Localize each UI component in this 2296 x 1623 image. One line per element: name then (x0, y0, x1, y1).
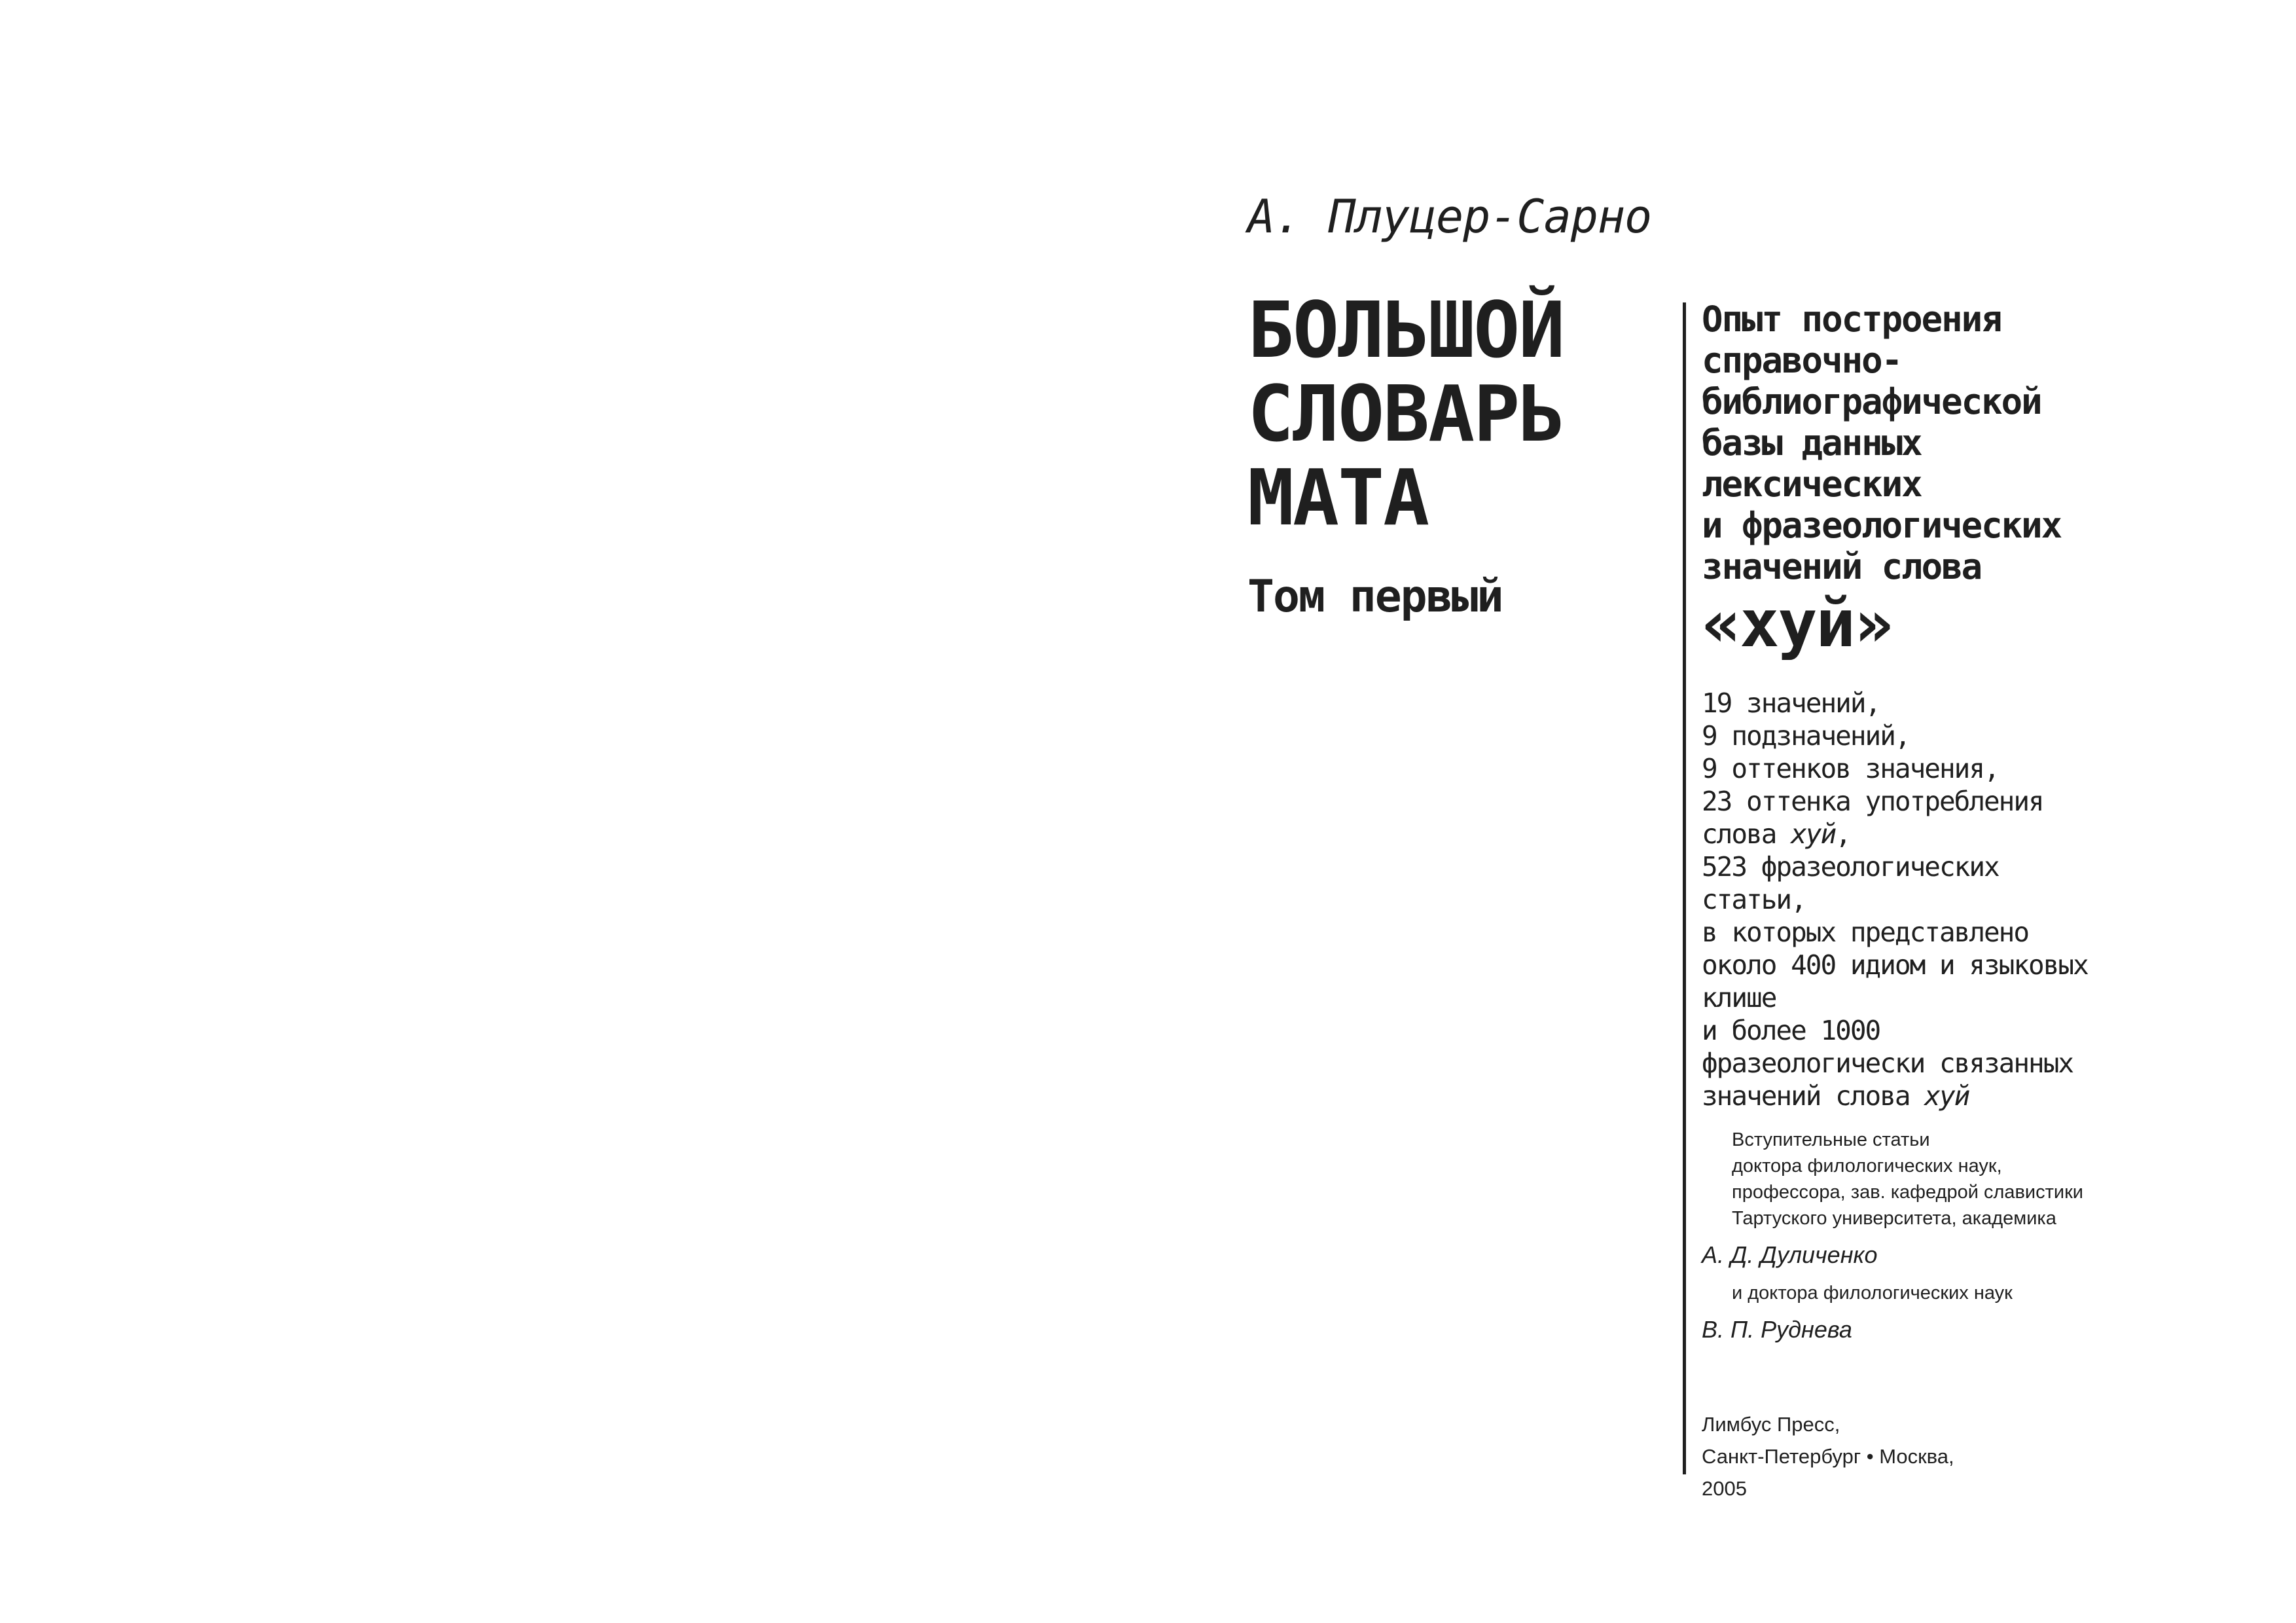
summary-line: 23 оттенка употребления (1702, 786, 2043, 817)
intro-line: профессора, зав. кафедрой славистики (1732, 1182, 2083, 1203)
introduction-credits (1702, 1127, 2251, 1231)
contributor-name-1: А. Д. Дуличенко (1702, 1241, 1878, 1268)
summary-line: 19 значений, (1702, 687, 1880, 719)
summary-line (1702, 1080, 2251, 1112)
subtitle-line-7: значений слова (1702, 546, 1982, 587)
summary-line (1702, 818, 2251, 850)
book-title-line-1: БОЛЬШОЙ (1247, 285, 1564, 375)
subtitle-line-6: и фразеологических (1702, 505, 2062, 546)
title-page-details (1702, 299, 2251, 1504)
subtitle-line-1: Опыт построения (1702, 299, 2001, 340)
subtitle-line-2: справочно- (1702, 340, 1902, 381)
contents-summary (1702, 687, 2251, 1112)
subtitle-line-3: библиографической (1702, 381, 2041, 422)
summary-line: 523 фразеологических (1702, 851, 1999, 883)
summary-line: около 400 идиом и языковых (1702, 949, 2088, 981)
summary-line: 9 подзначений, (1702, 720, 1910, 752)
summary-text: значений слова (1702, 1080, 1925, 1112)
summary-line: в которых представлено (1702, 917, 2029, 948)
summary-line: и более 1000 (1702, 1015, 1880, 1046)
summary-line: фразеологически связанных (1702, 1048, 2073, 1079)
publisher-line: 2005 (1702, 1477, 1747, 1500)
summary-text: слова (1702, 818, 1791, 850)
summary-line: 9 оттенков значения, (1702, 753, 1999, 784)
intro-line: Вступительные статьи (1732, 1129, 1930, 1150)
headword: «хуй» (1702, 585, 1893, 662)
book-title (1247, 285, 1564, 543)
author-name: А. Плуцер-Сарно (1247, 190, 1652, 244)
vertical-divider (1683, 302, 1686, 1474)
summary-italic-word: хуй (1924, 1080, 1969, 1112)
book-title-line-3: МАТА (1247, 452, 1429, 543)
summary-text: , (1835, 818, 1850, 850)
contributor-name-2: В. П. Руднева (1702, 1316, 1852, 1343)
subtitle-line-4: базы данных (1702, 422, 1922, 464)
volume-label: Том первый (1247, 571, 1503, 623)
intro-connector-line: и доктора филологических наук (1732, 1283, 2013, 1304)
intro-line: доктора филологических наук, (1732, 1156, 2002, 1176)
summary-line: статьи, (1702, 884, 1806, 915)
publisher-line: Лимбус Пресс, (1702, 1413, 1840, 1436)
subtitle (1702, 299, 2251, 587)
summary-line: клише (1702, 982, 1776, 1013)
subtitle-line-5: лексических (1702, 464, 1922, 505)
publisher-imprint (1702, 1408, 2251, 1504)
summary-italic-word: хуй (1791, 818, 1836, 850)
intro-line: Тартуского университета, академика (1732, 1208, 2056, 1229)
publisher-line: Санкт-Петербург • Москва, (1702, 1445, 1954, 1468)
book-title-line-2: СЛОВАРЬ (1247, 369, 1564, 459)
